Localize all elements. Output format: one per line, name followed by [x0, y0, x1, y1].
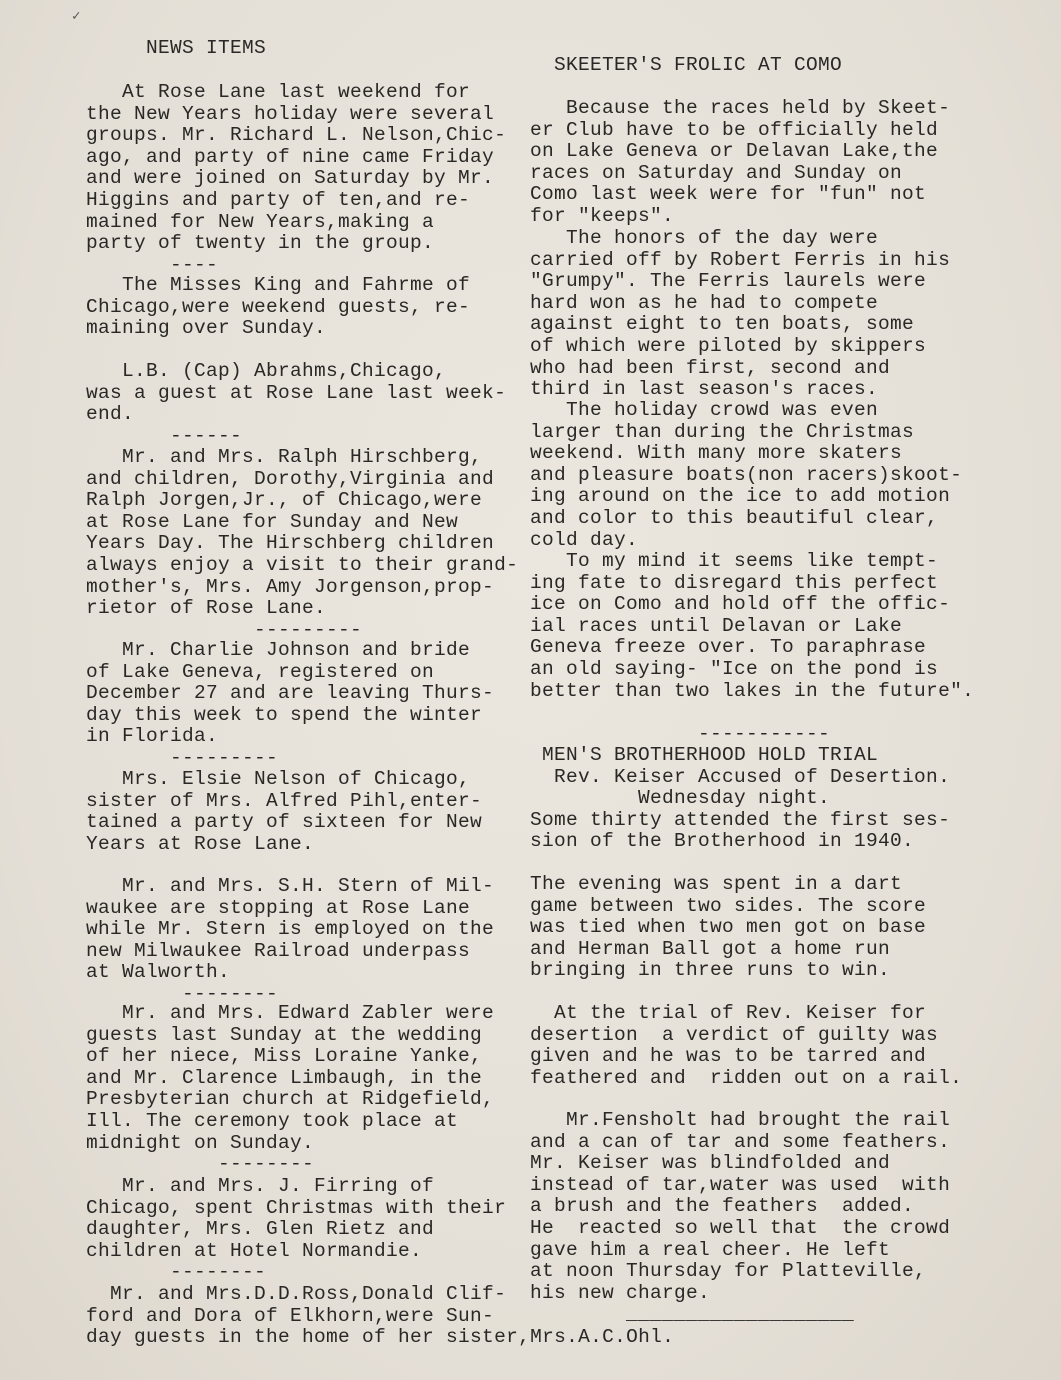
text-line: The honors of the day were [530, 227, 879, 249]
text-line: and Mr. Clarence Limbaugh, in the [86, 1066, 483, 1089]
text-line: of Lake Geneva, registered on [86, 660, 435, 683]
text-line: at Walworth. [86, 961, 231, 984]
text-line: Wednesday night. [530, 787, 831, 810]
text-line: larger than during the Christmas [530, 420, 915, 443]
text-line: mained for New Years,making a [86, 210, 435, 233]
item-stern [86, 876, 494, 1006]
text-line: party of twenty in the group. [86, 232, 435, 255]
text-line: Mr. and Mrs. S.H. Stern of Mil- [86, 875, 495, 897]
text-line: The Misses King and Fahrme of [86, 274, 471, 296]
text-line: desertion a verdict of guilty was [530, 1023, 939, 1046]
item-hirschberg [86, 447, 518, 641]
text-line: To my mind it seems like tempt- [530, 550, 939, 572]
text-line: "Grumpy". The Ferris laurels were [530, 270, 927, 293]
text-line: -------- [86, 982, 279, 1005]
text-line: Mr. and Mrs.D.D.Ross,Donald Clif- [86, 1283, 507, 1305]
item-firring [86, 1176, 506, 1284]
brotherhood-heading [530, 745, 950, 853]
text-line: bringing in three runs to win. [530, 959, 891, 982]
text-line: on Lake Geneva or Delavan Lake,the [530, 140, 939, 163]
text-line: Mr. and Mrs. Edward Zabler were [86, 1002, 495, 1024]
item-rose-lane-weekend [86, 82, 506, 276]
text-line: ing fate to disregard this perfect [530, 571, 939, 594]
text-line: Years at Rose Lane. [86, 832, 315, 855]
text-line: The holiday crowd was even [530, 399, 879, 421]
text-line: day guests in the home of her sister,Mrs.A.C.Ohl. [86, 1326, 675, 1349]
text-line: --------- [86, 618, 363, 641]
text-line: mother's, Mrs. Amy Jorgenson,prop- [86, 575, 495, 598]
brotherhood-p3 [530, 1110, 950, 1326]
text-line: at noon Thursday for Platteville, [530, 1260, 927, 1283]
text-line: guests last Sunday at the wedding [86, 1023, 483, 1046]
text-line: ice on Como and hold off the offic- [530, 593, 951, 616]
text-line: given and he was to be tarred and [530, 1045, 927, 1068]
text-line: tained a party of sixteen for New [86, 811, 483, 834]
skeeters-heading [530, 55, 842, 77]
text-line: ----------- [530, 722, 831, 745]
text-line: Como last week were for "fun" not [530, 183, 927, 206]
text-line: races on Saturday and Sunday on [530, 161, 903, 184]
text-line: cold day. [530, 528, 639, 551]
item-zabler [86, 1003, 494, 1176]
text-line: daughter, Mrs. Glen Rietz and [86, 1218, 435, 1241]
skeeters-p1 [530, 98, 950, 228]
text-line: day this week to spend the winter [86, 703, 483, 726]
text-line: was tied when two men got on base [530, 916, 927, 939]
text-line: er Club have to be officially held [530, 118, 939, 141]
text-line: Mrs. Elsie Nelson of Chicago, [86, 768, 471, 790]
text-line: waukee are stopping at Rose Lane [86, 896, 471, 919]
text-line: sister of Mrs. Alfred Pihl,enter- [86, 789, 483, 812]
text-line: The evening was spent in a dart [530, 873, 903, 895]
text-line: Chicago, spent Christmas with their [86, 1196, 507, 1219]
corner-mark: ✓ [72, 9, 81, 25]
text-line: and color to this beautiful clear, [530, 506, 939, 529]
text-line: ago, and party of nine came Friday [86, 145, 495, 168]
text-line: maining over Sunday. [86, 317, 327, 340]
text-line: instead of tar,water was used with [530, 1173, 951, 1196]
item-elsie-nelson [86, 769, 482, 855]
text-line: for "keeps". [530, 204, 675, 227]
text-line: an old saying- "Ice on the pond is [530, 657, 939, 680]
text-line: in Florida. [86, 725, 219, 748]
item-abrahms [86, 361, 506, 447]
text-line: against eight to ten boats, some [530, 313, 915, 336]
text-line: children at Hotel Normandie. [86, 1239, 423, 1262]
text-line: Mr. Keiser was blindfolded and [530, 1152, 891, 1175]
text-line: and pleasure boats(non racers)skoot- [530, 463, 963, 486]
text-line: Mr. and Mrs. J. Firring of [86, 1175, 435, 1197]
text-line: At Rose Lane last weekend for [86, 81, 471, 103]
text-line: midnight on Sunday. [86, 1131, 315, 1154]
news-items-heading [86, 38, 266, 60]
text-line: Mr.Fensholt had brought the rail [530, 1109, 951, 1131]
brotherhood-p2 [530, 1003, 962, 1089]
text-line: Geneva freeze over. To paraphrase [530, 636, 927, 659]
text-line: was a guest at Rose Lane last week- [86, 381, 507, 404]
text-line: ial races until Delavan or Lake [530, 614, 903, 637]
text-line: and Herman Ball got a home run [530, 937, 891, 960]
text-line: of her niece, Miss Loraine Yanke, [86, 1045, 483, 1068]
text-line: sion of the Brotherhood in 1940. [530, 830, 915, 853]
text-line: Presbyterian church at Ridgefield, [86, 1088, 495, 1111]
text-line: of which were piloted by skippers [530, 334, 927, 357]
text-line: MEN'S BROTHERHOOD HOLD TRIAL [530, 744, 879, 766]
item-johnson [86, 640, 494, 770]
text-line: ___________________ [530, 1303, 855, 1326]
text-line: always enjoy a visit to their grand- [86, 553, 519, 576]
text-line: and were joined on Saturday by Mr. [86, 167, 495, 190]
text-line: December 27 and are leaving Thurs- [86, 682, 495, 705]
text-line: Mr. and Mrs. Ralph Hirschberg, [86, 446, 483, 468]
brotherhood-p1 [530, 874, 926, 982]
text-line: ford and Dora of Elkhorn,were Sun- [86, 1304, 495, 1327]
text-line: the New Years holiday were several [86, 102, 495, 125]
item-misses-king [86, 275, 470, 340]
text-line: feathered and ridden out on a rail. [530, 1066, 963, 1089]
skeeters-p2 [530, 228, 950, 401]
text-line: Ill. The ceremony took place at [86, 1109, 459, 1132]
text-line: his new charge. [530, 1281, 711, 1304]
text-line: a brush and the feathers added. [530, 1195, 915, 1218]
text-line: Years Day. The Hirschberg children [86, 532, 495, 555]
text-line: gave him a real cheer. He left [530, 1238, 891, 1261]
skeeters-p3 [530, 400, 962, 551]
text-line: NEWS ITEMS [86, 37, 267, 59]
text-line: L.B. (Cap) Abrahms,Chicago, [86, 360, 447, 382]
text-line: end. [86, 403, 135, 426]
text-line: Ralph Jorgen,Jr., of Chicago,were [86, 489, 483, 512]
text-line: game between two sides. The score [530, 894, 927, 917]
text-line: hard won as he had to compete [530, 291, 879, 314]
text-line: Because the races held by Skeet- [530, 97, 951, 119]
text-line: better than two lakes in the future". [530, 679, 975, 702]
text-line: while Mr. Stern is employed on the [86, 918, 495, 941]
text-line: Some thirty attended the first ses- [530, 808, 951, 831]
text-line: At the trial of Rev. Keiser for [530, 1002, 927, 1024]
skeeters-p4 [530, 551, 974, 745]
text-line: new Milwaukee Railroad underpass [86, 939, 471, 962]
text-line: -------- [86, 1153, 315, 1176]
text-line: Rev. Keiser Accused of Desertion. [530, 765, 951, 788]
text-line: weekend. With many more skaters [530, 442, 903, 465]
text-line: -------- [86, 1261, 267, 1284]
text-line: groups. Mr. Richard L. Nelson,Chic- [86, 124, 507, 147]
text-line: Chicago,were weekend guests, re- [86, 295, 471, 318]
text-line: at Rose Lane for Sunday and New [86, 510, 459, 533]
text-line: ing around on the ice to add motion [530, 485, 951, 508]
text-line: ------ [86, 424, 243, 447]
text-line: carried off by Robert Ferris in his [530, 248, 951, 271]
text-line: and a can of tar and some feathers. [530, 1130, 951, 1153]
text-line: ---- [86, 253, 219, 276]
text-line: and children, Dorothy,Virginia and [86, 467, 495, 490]
text-line: SKEETER'S FROLIC AT COMO [530, 54, 843, 76]
text-line: --------- [86, 746, 279, 769]
text-line: third in last season's races. [530, 378, 879, 401]
text-line: Higgins and party of ten,and re- [86, 188, 471, 211]
text-line: who had been first, second and [530, 356, 891, 379]
text-line: He reacted so well that the crowd [530, 1216, 951, 1239]
text-line: Mr. Charlie Johnson and bride [86, 639, 471, 661]
text-line: rietor of Rose Lane. [86, 597, 327, 620]
text-line [530, 702, 974, 724]
